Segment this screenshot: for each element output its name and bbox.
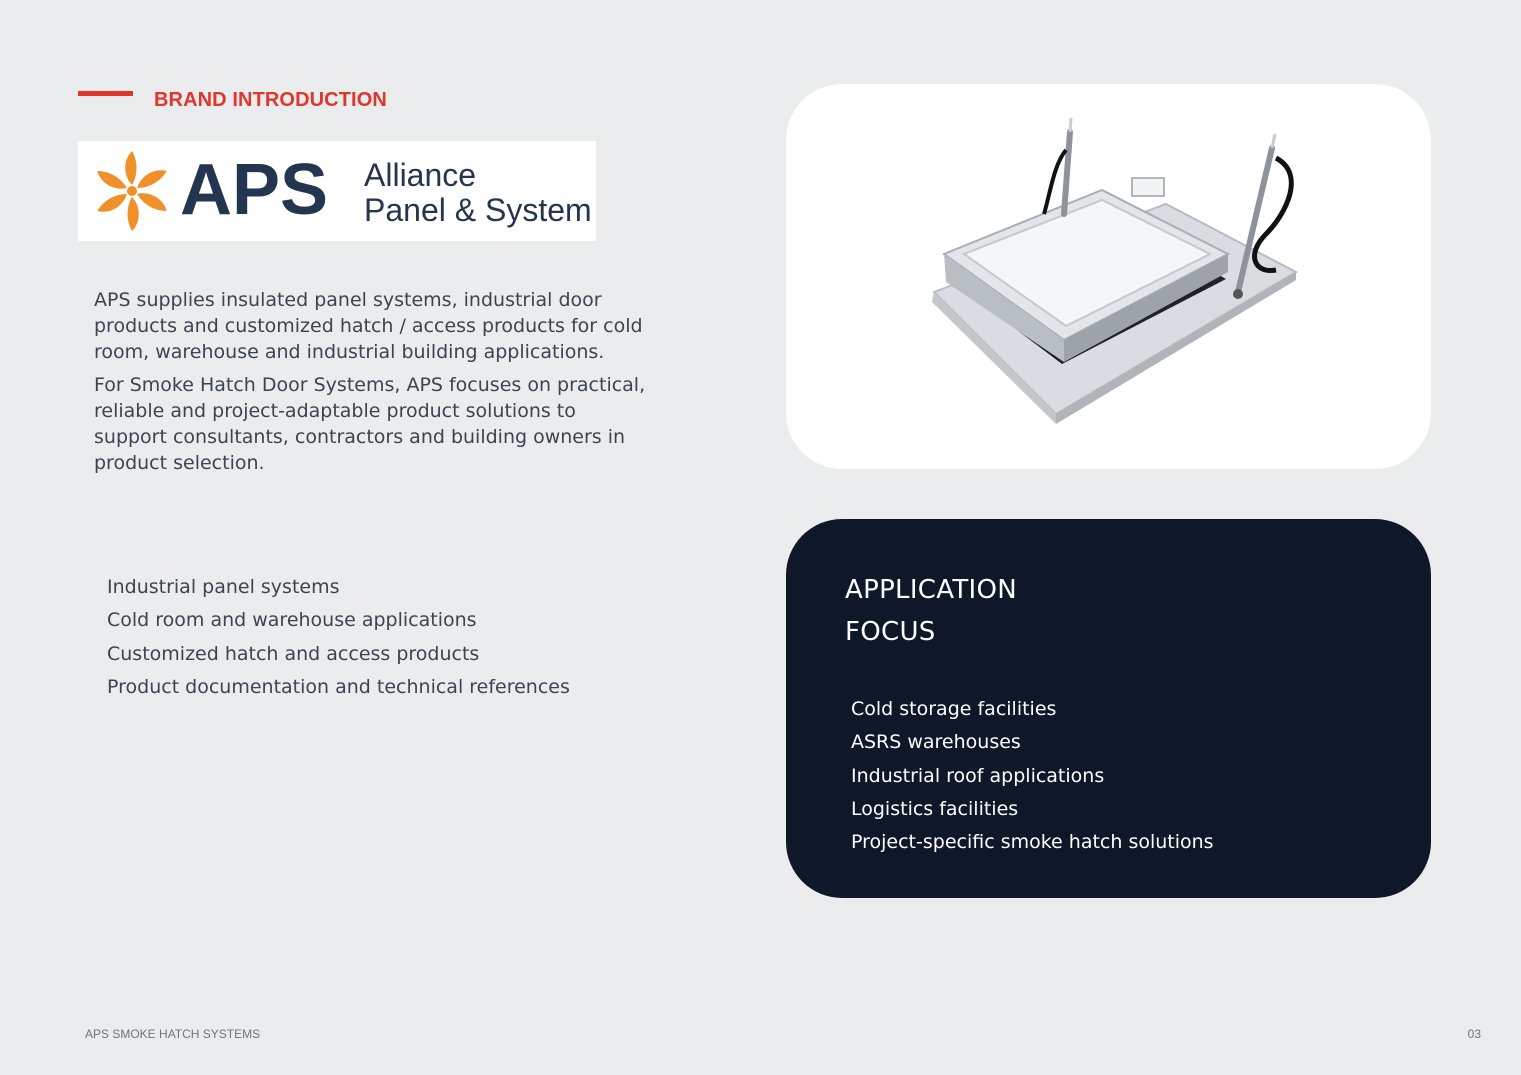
logo-name-line1: Alliance (364, 157, 477, 193)
list-item: Cold room and warehouse applications (107, 609, 477, 632)
list-item: Industrial roof applications (851, 764, 1105, 787)
product-image-card (786, 84, 1431, 469)
smoke-hatch-product-image (866, 94, 1346, 464)
footer-title: APS SMOKE HATCH SYSTEMS (85, 1027, 261, 1041)
focus-title-line2: FOCUS (845, 617, 936, 647)
logo-wordmark: APS (180, 150, 329, 230)
intro-paragraph-1: APS supplies insulated panel systems, industrial door products and customized hatch / access products for cold room, warehouse and industrial building applications. (94, 289, 643, 363)
capabilities-list (107, 571, 570, 704)
application-focus-list (851, 693, 1214, 859)
list-item: Industrial panel systems (107, 576, 340, 598)
list-item: ASRS warehouses (851, 731, 1021, 754)
list-item: Cold storage facilities (851, 698, 1057, 720)
section-label: BRAND INTRODUCTION (154, 89, 387, 111)
list-item: Project-specific smoke hatch solutions (851, 831, 1214, 854)
logo-name-line2: Panel & System (364, 192, 592, 228)
focus-title-line1: APPLICATION (845, 575, 1017, 605)
pinwheel-logo-icon (90, 147, 174, 235)
brand-intro (94, 287, 654, 483)
accent-bar (78, 91, 133, 96)
application-focus-card (786, 519, 1431, 898)
intro-paragraph-2: For Smoke Hatch Door Systems, APS focuses on practical, reliable and project-adaptable product solutions to support consultants, contractors and building owners in product selection. (94, 374, 646, 474)
logo-company-name (364, 158, 592, 228)
brand-logo (78, 141, 596, 241)
page-number: 03 (1467, 1027, 1481, 1041)
list-item: Customized hatch and access products (107, 642, 480, 665)
application-focus-title (845, 569, 1145, 653)
list-item: Logistics facilities (851, 797, 1019, 820)
list-item: Product documentation and technical references (107, 675, 570, 698)
